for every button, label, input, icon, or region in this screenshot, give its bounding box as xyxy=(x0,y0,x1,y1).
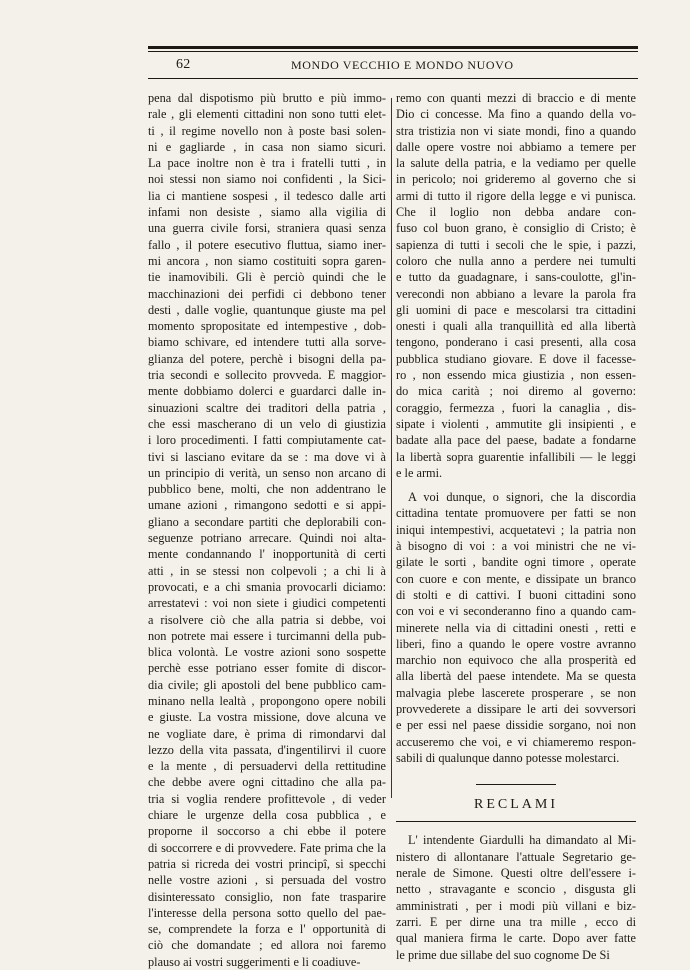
section-divider-long xyxy=(396,821,636,822)
text-line: e la mente , di persuadervi della rettitudine xyxy=(148,759,386,774)
text-line: seguenze potriano arrecare. Quindi noi alta- xyxy=(148,531,386,546)
text-line: stra tristizia non vi siate mondi, fino a quando xyxy=(396,123,636,138)
text-line: pubblico bene, molti, che non addentrano le xyxy=(148,482,386,497)
text-line: netto , stravagante e sconcio , disgusta gli xyxy=(396,882,636,897)
text-line: tria si voglia rendere profittevole , di veder xyxy=(148,791,386,806)
text-line: qual maniera firma le carte. Dopo aver fatte xyxy=(396,931,636,946)
text-line: plauso ai vostri suggerimenti e li coadiuve- xyxy=(148,954,361,969)
text-line: A voi dunque, o signori, che la discordia xyxy=(408,490,636,505)
text-line: e per essi nel paese dissidie sorgano, noi non xyxy=(396,718,636,733)
text-line: gliano a secondare partiti che deplorabili con- xyxy=(148,514,386,529)
text-line: ni e gagliarde , in casa non siamo sicuri. xyxy=(148,139,386,154)
text-line: verecondi non abbiano a levare la parola fra xyxy=(396,286,636,301)
page-header xyxy=(148,54,638,76)
text-line: ro , non essendo mica giustizia , non essen- xyxy=(396,368,636,383)
section-title: RECLAMI xyxy=(474,797,558,813)
header-rule-thin xyxy=(148,51,638,52)
text-line: proporne il soccorso a chi ebbe il potere xyxy=(148,824,386,839)
text-line: a risolvere ciò che alla patria si debbe, voi xyxy=(148,612,386,627)
paragraph-gap xyxy=(396,481,636,489)
text-line: mi ancora , non siamo costituiti sopra garen- xyxy=(148,253,386,268)
text-line: momento spropositate ed intempestive , dob- xyxy=(148,319,386,334)
column-divider xyxy=(391,98,392,798)
text-line: i loro procedimenti. I fatti compiutamente cat- xyxy=(148,433,386,448)
text-line: provvederete a dissipare le arti dei sovversori xyxy=(396,701,636,716)
text-line: pubblica studiano giovare. E dove il facesse- xyxy=(396,351,636,366)
text-line: amministrati , per i modi più villani e biz- xyxy=(396,898,636,913)
text-line: desti , dalle voglie, quantunque giuste ma pel xyxy=(148,302,386,317)
text-line: à bisogno di voi : a voi ministri che ne vi- xyxy=(396,539,636,554)
text-line: Dio ci concesse. Ma fino a quando della vo- xyxy=(396,107,636,122)
text-line: un principio di verità, un senso non arcano di xyxy=(148,465,386,480)
text-line: fuso col buon grano, è consiglio di Cristo; è xyxy=(396,221,636,236)
text-line: accuseremo che voi, e vi chiameremo respon- xyxy=(396,734,636,749)
text-line: nistero di allontanare l'attuale Segretario ge- xyxy=(396,849,636,864)
running-title: MONDO VECCHIO E MONDO NUOVO xyxy=(291,58,514,72)
text-line: provocati, e a chi smania provocarli diciamo: xyxy=(148,579,386,594)
text-line: macchinazioni dei perfidi ci debbono tener xyxy=(148,286,386,301)
text-line: L' intendente Giardulli ha dimandato al Mi- xyxy=(408,833,636,848)
text-line: ti , il regime novello non à poste basi solen- xyxy=(148,123,386,138)
text-line: di stolti e di cattivi. I buoni cittadini sono xyxy=(396,587,636,602)
text-line: coloro che nulla anno a perdere nei tumulti xyxy=(396,253,636,268)
text-line: malvagia plebe lascerete prosperare , se non xyxy=(396,685,636,700)
text-line: fallo , il potere esecutivo fluttua, siamo iner- xyxy=(148,237,386,252)
text-line: minano nella lealtà , propongono opere nobili xyxy=(148,693,386,708)
text-line: dia civile; gli apostoli del bene pubblico cam- xyxy=(148,677,386,692)
text-line: mente dobbiamo dolerci e guardarci dalle in- xyxy=(148,384,386,399)
text-line: sabili di qualunque danno potesse molestarci. xyxy=(396,750,620,765)
text-line: cittadina tentate promuovere per fatti se non xyxy=(396,506,636,521)
text-line: disinteressato consiglio, non fate trasparire xyxy=(148,889,386,904)
text-line: tivi si lasciano evitare da se : ma dove vi à xyxy=(148,449,386,464)
text-line: mente condannando l' inopportunità di certi xyxy=(148,547,386,562)
text-line: in pericolo; noi grideremo al governo che si xyxy=(396,172,636,187)
text-line: coraggio, fermezza , fuori la canaglia , dis- xyxy=(396,400,636,415)
text-line: alla libertà del paese intendete. Ma se questa xyxy=(396,669,636,684)
text-line: lezzo della vita passata, d'ingentilirvi il cuore xyxy=(148,742,386,757)
right-paragraph-1 xyxy=(396,90,636,481)
text-line: gilate le sorti , bandite ogni timore , operate xyxy=(396,555,636,570)
text-line: zarri. E per dirne una tra mille , ecco di xyxy=(396,914,636,929)
text-line: minerete nella via di cittadini onesti , retti e xyxy=(396,620,636,635)
text-line: la salute della patria, e la vediamo per quelle xyxy=(396,156,636,171)
header-rule-thick xyxy=(148,46,638,49)
text-line: atti , in se stessi non colpevoli ; a chi li à xyxy=(148,563,386,578)
text-line: do mica carità ; noi diremo al governo: xyxy=(396,384,636,399)
text-line: La pace inoltre non è tra i fratelli tutti , in xyxy=(148,156,386,171)
text-line: glianza del potere, perchè i bisogni della pa- xyxy=(148,351,386,366)
text-line: chiare le urgenze della cosa pubblica , e xyxy=(148,808,386,823)
left-column xyxy=(148,90,386,970)
text-line: Che il loglio non debba andare con- xyxy=(396,205,636,220)
text-line: sinuazioni scaltre dei traditori della patria , xyxy=(148,400,386,415)
text-line: sapienza di tutti i secoli che le spie, i pazzi, xyxy=(396,237,636,252)
text-line: nelle vostre azioni , si persuada del vostro xyxy=(148,873,386,888)
text-line: noi stessi non siamo noi confidenti , la Sici- xyxy=(148,172,386,187)
text-line: ciò che domandate ; ed allora noi faremo xyxy=(148,938,386,953)
text-line: che debbe avere ogni cittadino che alla pa- xyxy=(148,775,386,790)
text-line: lia ci mantiene sospesi , il tedesco dalle arti xyxy=(148,188,386,203)
text-line: gli uomini di pace e mescolarsi tra cittadini xyxy=(396,302,636,317)
text-line: l'interesse della persona sotto quello del pae- xyxy=(148,905,386,920)
text-line: e giuste. La vostra missione, dove alcuna ve xyxy=(148,710,386,725)
text-line: tengono, ponderano i casi presenti, alla cosa xyxy=(396,335,636,350)
text-line: infami non desiste , siamo alla vigilia di xyxy=(148,205,386,220)
text-line: perchè esse potriano esser fomite di discor- xyxy=(148,661,386,676)
text-line: tria secondi e sollecito provveda. E maggior- xyxy=(148,368,386,383)
text-line: con voi e vi seconderanno fino a quando cam- xyxy=(396,604,636,619)
text-line: se, comprendete la forza e l' opportunità di xyxy=(148,922,386,937)
text-line: tie inamovibili. Gli è perciò quindi che le xyxy=(148,270,386,285)
right-paragraph-2 xyxy=(396,489,636,766)
text-line: badate alla pace del paese, badate a fondarne xyxy=(396,433,636,448)
text-line: la libertà sopra guarentie infallibili — le leggi xyxy=(396,449,636,464)
text-line: umane azioni , rimangono sedotti e si appi- xyxy=(148,498,386,513)
right-column xyxy=(396,90,636,963)
text-line: iniqui intempestivi, acquetatevi ; la patria non xyxy=(396,522,636,537)
text-line: remo con quanti mezzi di braccio e di mente xyxy=(396,91,636,105)
text-line: blica volontà. Le vostre azioni sono sospette xyxy=(148,645,386,660)
text-line: sipate i violenti , ammutite gli insipienti , e xyxy=(396,416,636,431)
text-line: e tutto da guadagnare, i sans-coulotte, gl'in- xyxy=(396,270,636,285)
text-line: ne vogliate dare, è prima di rimondarvi dal xyxy=(148,726,386,741)
text-line: pena dal dispotismo più brutto e più immo- xyxy=(148,91,386,105)
page-number: 62 xyxy=(176,57,191,72)
text-line: che essi mascherano di un velo di giustizia xyxy=(148,416,386,431)
right-paragraph-3 xyxy=(396,832,636,962)
text-line: armi di tutto il rigore della legge e vi punisca. xyxy=(396,188,636,203)
text-line: nerale de Simone. Questi oltre dell'essere i- xyxy=(396,866,636,881)
text-line: non potrete mai essere i turcimanni della pub- xyxy=(148,628,386,643)
text-line: di soccorrere e di provvedere. Fate prima che la xyxy=(148,840,386,855)
header-bottom-rule xyxy=(148,78,638,79)
text-line: biamo schivare, ed intendere tutti alla sorve- xyxy=(148,335,386,350)
section-divider-short xyxy=(476,784,556,785)
text-line: con cuore e con mente, e dissipate un branco xyxy=(396,571,636,586)
text-line: arrestatevi : voi non siete i giudici competenti xyxy=(148,596,386,611)
text-line: liberi, fino a quando le opere vostre avranno xyxy=(396,636,636,651)
text-line: marchio non equivoco che alla prosperità ed xyxy=(396,653,636,668)
text-line: onesti i quali alla tranquillità ed alla libertà xyxy=(396,319,636,334)
text-line: e le armi. xyxy=(396,465,443,480)
text-line: una guerra civile forsi, straniera quasi senza xyxy=(148,221,386,236)
text-line: rale , gli elementi cittadini non sono tutti elet- xyxy=(148,107,386,122)
text-line: patria si ricreda dei vostri principî, si specchi xyxy=(148,856,386,871)
text-line: le prime due sillabe del suo cognome De Si xyxy=(396,947,610,962)
text-line: dalle opere vostre noi abbiamo a temere per xyxy=(396,139,636,154)
